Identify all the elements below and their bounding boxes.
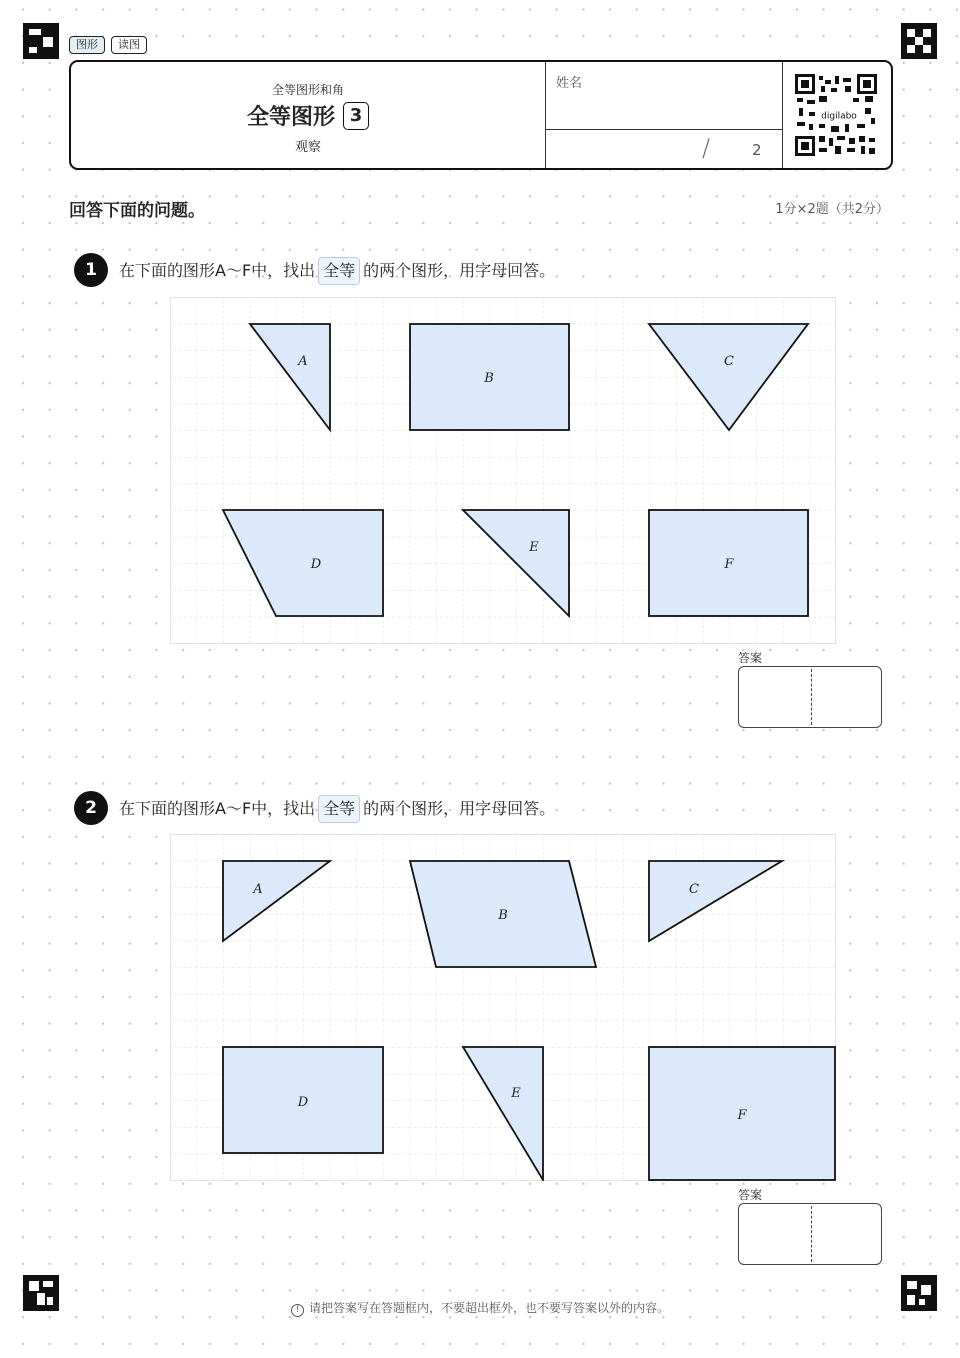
worksheet-header — [69, 60, 893, 170]
tag-reading-figures: 读图 — [111, 36, 147, 54]
name-divider — [546, 129, 782, 130]
worksheet-subtitle: 全等图形和角 — [271, 83, 344, 97]
keyword-congruent: 全等 — [318, 795, 360, 823]
tag-figures: 图形 — [69, 36, 105, 54]
corner-marker-top-left — [23, 23, 59, 59]
worksheet-title: 全等图形 — [246, 105, 335, 130]
answer-label: 答案 — [738, 1188, 763, 1202]
shape-label-c: C — [724, 354, 734, 369]
title-row — [71, 100, 545, 131]
qr-code — [795, 74, 877, 156]
shape-label-b: B — [498, 908, 508, 923]
answer-box[interactable] — [738, 1203, 882, 1265]
instruction: 回答下面的问题。 — [69, 201, 205, 221]
question-number: 2 — [74, 791, 108, 825]
name-label: 姓名 — [556, 76, 583, 91]
worksheet-topic: 观察 — [294, 140, 321, 155]
shape-label-e: E — [529, 540, 539, 555]
shape-label-b: B — [484, 371, 494, 386]
shape-label-a: A — [253, 882, 263, 897]
answer-box[interactable] — [738, 666, 882, 728]
answer-label: 答案 — [738, 651, 763, 665]
question-text-after: 的两个图形，用字母回答。 — [363, 799, 556, 818]
shape-label-c: C — [689, 882, 699, 897]
points-info: 1分×2题（共2分） — [775, 202, 889, 217]
name-score-section — [545, 62, 783, 168]
answer-divider — [811, 1206, 812, 1262]
answer-divider — [811, 669, 812, 725]
qr-label: digilabo — [821, 111, 857, 122]
worksheet-number: 3 — [343, 102, 369, 130]
question-text — [119, 795, 555, 823]
shape-label-f: F — [724, 557, 734, 572]
title-section — [71, 62, 545, 168]
figure-question-1 — [170, 297, 836, 644]
shape-label-a: A — [298, 354, 308, 369]
keyword-congruent: 全等 — [318, 257, 360, 285]
shape-label-d: D — [310, 557, 322, 572]
question-text-after: 的两个图形，用字母回答。 — [363, 261, 556, 280]
question-text-before: 在下面的图形A～F中，找出 — [119, 799, 316, 818]
figure-question-2 — [170, 834, 836, 1181]
question-text — [119, 257, 555, 285]
info-icon: ! — [291, 1304, 304, 1317]
corner-marker-top-right — [901, 23, 937, 59]
question-text-before: 在下面的图形A～F中，找出 — [119, 261, 316, 280]
footer-note — [0, 1299, 960, 1317]
shape-label-e: E — [511, 1086, 521, 1101]
shape-label-f: F — [737, 1108, 747, 1123]
footer-text: 请把答案写在答题框内，不要超出框外，也不要写答案以外的内容。 — [308, 1301, 669, 1315]
question-number: 1 — [74, 253, 108, 287]
shape-label-d: D — [297, 1095, 309, 1110]
score-slash: / — [702, 134, 711, 162]
score-total: 2 — [752, 141, 762, 159]
